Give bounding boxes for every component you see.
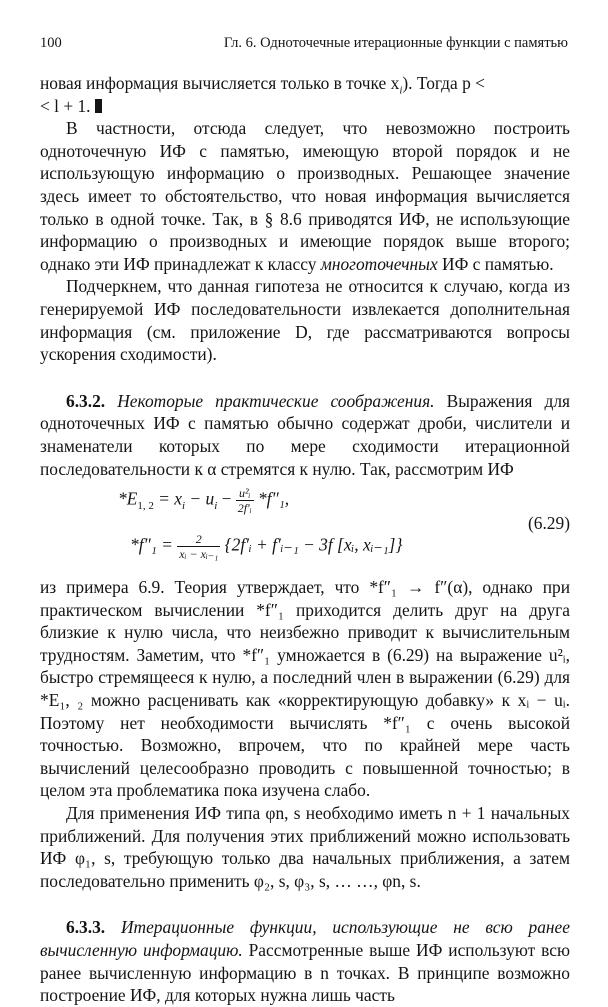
end-of-proof-mark <box>95 99 102 113</box>
eq1-minus: − <box>217 488 236 509</box>
equation-line-2 <box>130 532 402 561</box>
eq1-minus-u: − u <box>185 488 215 509</box>
eq1-eq: = x <box>153 488 182 509</box>
eq1-sub-u: i <box>214 500 218 513</box>
eq1-lhs-sub: 1, 2 <box>137 500 154 513</box>
section-6-3-3 <box>40 916 570 1006</box>
p1-sub: i <box>399 84 403 97</box>
p2-emphasis: многоточечных <box>320 253 438 274</box>
eq2-tail: {2f′ᵢ + f′ᵢ₋₁ − 3f [xᵢ, xᵢ₋₁]} <box>224 534 403 555</box>
equation-line-1 <box>118 486 289 515</box>
section-number: 6.3.3. <box>66 917 106 938</box>
paragraph-2 <box>40 117 570 275</box>
paragraph-6: Для применения ИФ типа φn, s необходимо иметь n + 1 начальных приближений. Для получения этих приближений можно использовать ИФ φ₁, s, требующую только два начальных приближения, а затем последовательно применить φ₂, s, φ₃, s, … …, φn, s. <box>40 803 570 891</box>
eq1-lhs: *E <box>118 488 138 509</box>
eq2-lhs: *f″₁ = <box>130 534 178 555</box>
p1-text-c: < l + 1. <box>40 95 91 116</box>
section-title: Некоторые практические соображения. <box>117 390 435 411</box>
fraction-1-num: u²ᵢ <box>236 486 254 501</box>
equation-number: (6.29) <box>527 513 570 534</box>
fraction-2-num: 2 <box>177 532 220 547</box>
paragraph-continuation <box>40 72 570 117</box>
section-title: Итерационные функции, использующие не всю ранее вычисленную информацию. <box>40 917 570 960</box>
section-text: Рассмотренные выше ИФ используют всю ранее вычисленную информацию в n точках. В принципе возможно построение ИФ, для которых нужна лишь часть <box>40 940 570 1006</box>
p1-text-a: новая информация вычисляется только в точке x <box>40 73 400 93</box>
section-number: 6.3.2. <box>66 390 106 411</box>
eq1-sub-x: i <box>181 500 186 513</box>
p2-text-a: В частности, отсюда следует, что невозможно построить одноточечную ИФ с памятью, имеющую второй порядок и не использующую информацию о производных. Решающее значение здесь имеет то обстоятельство, что новая информация вычисляется только в одной точке. Так, в § 8.6 приводятся ИФ, не использующие информацию о производных и имеющие порядок выше второго; однако эти ИФ принадлежат к классу <box>40 118 570 274</box>
equation-6-29 <box>40 482 570 574</box>
p2-text-b: ИФ с памятью. <box>437 253 554 274</box>
running-title: Гл. 6. Одноточечные итерационные функции с памятью <box>223 35 568 51</box>
body-text <box>40 72 570 1007</box>
paragraph-3: Подчеркнем, что данная гипотеза не относится к случаю, когда из генерируемой ИФ последовательности извлекается дополнительная информация (см. приложение D, где рассматриваются вопросы ускорения сходимости). <box>40 276 570 365</box>
paragraph-5: из примера 6.9. Теория утверждает, что *f″₁ → f″(α), однако при практическом вычислении *f″₁ приходится делить друг на друга близкие к нулю числа, что неизбежно приводит к вычислительным трудностям. Заметим, что *f″₁ умножается в (6.29) на выражение u²ᵢ, быстро стремящееся к нулю, а последний член в выражении (6.29) для *E₁, ₂ можно расценивать как «корректирующую добавку» к xᵢ − uᵢ. Поэтому нет необходимости вычислять *f″₁ с очень высокой точностью. Возможно, впрочем, что по крайней мере часть вычислений целесообразно проводить с повышенной точностью; в целом эта проблематика пока изучена слабо. <box>40 577 570 801</box>
page-number: 100 <box>40 35 62 51</box>
p1-text-b: ). Тогда p < <box>402 73 485 93</box>
section-text: Выражения для одноточечных ИФ с памятью обычно содержат дроби, числители и знаменатели которых по мере сходимости итерационной последовательности к α стремятся к нулю. Так, рассмотрим ИФ <box>40 390 570 479</box>
fraction-1-den: 2f′ᵢ <box>237 501 252 516</box>
eq1-tail: *f″₁, <box>257 488 290 509</box>
fraction-2-den: xᵢ − xᵢ₋₁ <box>179 547 219 562</box>
fraction-2 <box>177 532 220 561</box>
section-6-3-2 <box>40 390 570 480</box>
fraction-1 <box>236 486 254 515</box>
